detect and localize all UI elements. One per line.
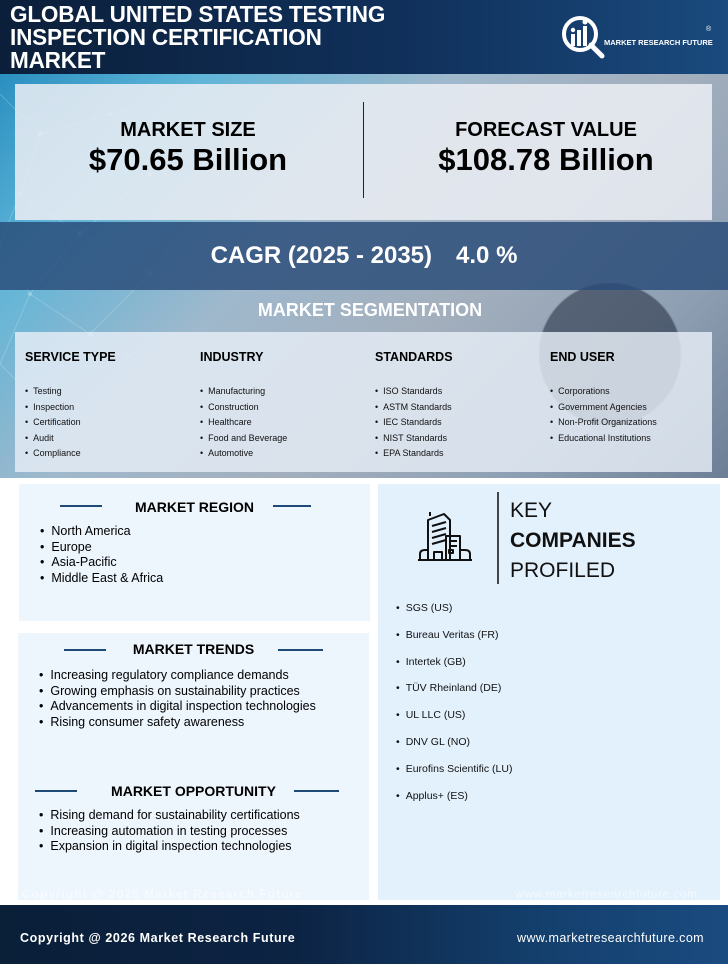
market-region-panel <box>19 484 370 621</box>
segment-item: • Automotive <box>200 446 370 462</box>
title-line-2: INSPECTION CERTIFICATION <box>10 24 322 50</box>
segment-end-user <box>550 350 720 446</box>
market-opportunity-title: MARKET OPPORTUNITY <box>111 783 276 799</box>
registered-mark: ® <box>706 26 712 33</box>
market-stats-box <box>15 84 712 220</box>
company-item: • DNV GL (NO) <box>396 736 512 763</box>
company-item: • Eurofins Scientific (LU) <box>396 763 512 790</box>
segment-item: • Food and Beverage <box>200 431 370 447</box>
region-item: • Middle East & Africa <box>40 571 163 587</box>
market-trends-panel <box>18 633 369 900</box>
segmentation-title: MARKET SEGMENTATION <box>257 300 483 320</box>
company-item: • TÜV Rheinland (DE) <box>396 682 512 709</box>
opportunity-item: • Increasing automation in testing processes <box>39 824 300 840</box>
title-line-1: GLOBAL UNITED STATES TESTING <box>10 1 386 27</box>
opportunity-item: • Expansion in digital inspection technologies <box>39 839 300 855</box>
market-trends-title: MARKET TRENDS <box>132 641 255 657</box>
region-item: • North America <box>40 524 163 540</box>
segment-heading: STANDARDS <box>375 350 453 364</box>
company-item: • Intertek (GB) <box>396 656 512 683</box>
market-size-stat <box>23 118 353 178</box>
heading-rule-right <box>273 505 311 507</box>
market-size-value: $70.65 Billion <box>88 142 288 177</box>
segment-service-type <box>25 350 195 462</box>
title-profiled: PROFILED <box>510 559 616 582</box>
cagr-band <box>0 222 728 290</box>
trend-item: • Advancements in digital inspection technologies <box>39 699 316 715</box>
watermark-copyright: Copyright @ 2025 Market Research Future <box>22 887 303 901</box>
segment-item: • Non-Profit Organizations <box>550 415 720 431</box>
region-item: • Asia-Pacific <box>40 555 163 571</box>
region-item: • Europe <box>40 540 163 556</box>
segment-item: • Healthcare <box>200 415 370 431</box>
header-banner <box>0 0 728 74</box>
title-key: KEY <box>510 499 553 522</box>
cagr-text <box>0 242 728 270</box>
companies-divider <box>497 492 499 584</box>
chart-magnifier-logo-icon <box>560 14 606 60</box>
trend-item: • Increasing regulatory compliance demands <box>39 668 316 684</box>
company-item: • UL LLC (US) <box>396 709 512 736</box>
trend-item: • Rising consumer safety awareness <box>39 715 316 731</box>
forecast-value-label: FORECAST VALUE <box>455 119 637 141</box>
segment-item: • ISO Standards <box>375 384 545 400</box>
segment-item: • ASTM Standards <box>375 400 545 416</box>
segment-item: • Inspection <box>25 400 195 416</box>
company-list <box>396 602 512 816</box>
segment-heading: INDUSTRY <box>200 350 264 364</box>
forecast-value-stat <box>381 118 711 178</box>
office-building-icon <box>418 510 472 564</box>
segment-item: • Government Agencies <box>550 400 720 416</box>
opportunity-item: • Rising demand for sustainability certifications <box>39 808 300 824</box>
logo-text: MARKET RESEARCH FUTURE <box>604 38 713 47</box>
segment-item: • Testing <box>25 384 195 400</box>
segment-item: • IEC Standards <box>375 415 545 431</box>
market-size-label: MARKET SIZE <box>120 119 256 141</box>
title-companies: COMPANIES <box>510 529 636 552</box>
segment-item: • Manufacturing <box>200 384 370 400</box>
segment-item: • Audit <box>25 431 195 447</box>
segment-heading: END USER <box>550 350 615 364</box>
company-item: • SGS (US) <box>396 602 512 629</box>
company-item: • Applus+ (ES) <box>396 790 512 817</box>
brand-logo[interactable] <box>560 14 725 60</box>
footer-copyright: Copyright @ 2026 Market Research Future <box>20 931 296 945</box>
segment-heading: SERVICE TYPE <box>25 350 116 364</box>
trend-item: • Growing emphasis on sustainability practices <box>39 684 316 700</box>
cagr-label: CAGR (2025 - 2035) <box>210 242 433 269</box>
segment-item: • Certification <box>25 415 195 431</box>
segment-item: • NIST Standards <box>375 431 545 447</box>
title-line-3: MARKET <box>10 47 106 73</box>
cagr-value: 4.0 % <box>456 242 518 269</box>
stats-divider <box>363 102 364 198</box>
footer <box>0 905 728 964</box>
segment-industry <box>200 350 370 462</box>
heading-rule-right <box>278 649 323 651</box>
segmentation-box <box>15 332 712 472</box>
hero-section <box>0 74 728 478</box>
key-companies-title <box>510 496 636 586</box>
segment-item: • Construction <box>200 400 370 416</box>
forecast-value-value: $108.78 Billion <box>438 142 654 177</box>
segment-item: • Compliance <box>25 446 195 462</box>
segment-item: • Educational Institutions <box>550 431 720 447</box>
key-companies-panel <box>378 484 720 900</box>
footer-website-link[interactable]: www.marketresearchfuture.com <box>517 931 704 945</box>
market-region-title: MARKET REGION <box>135 499 254 515</box>
watermark-website: www.marketresearchfuture.com <box>515 887 698 901</box>
heading-rule-right <box>294 790 339 792</box>
page-title <box>10 3 520 72</box>
segment-item: • Corporations <box>550 384 720 400</box>
segment-standards <box>375 350 545 462</box>
segment-item: • EPA Standards <box>375 446 545 462</box>
company-item: • Bureau Veritas (FR) <box>396 629 512 656</box>
